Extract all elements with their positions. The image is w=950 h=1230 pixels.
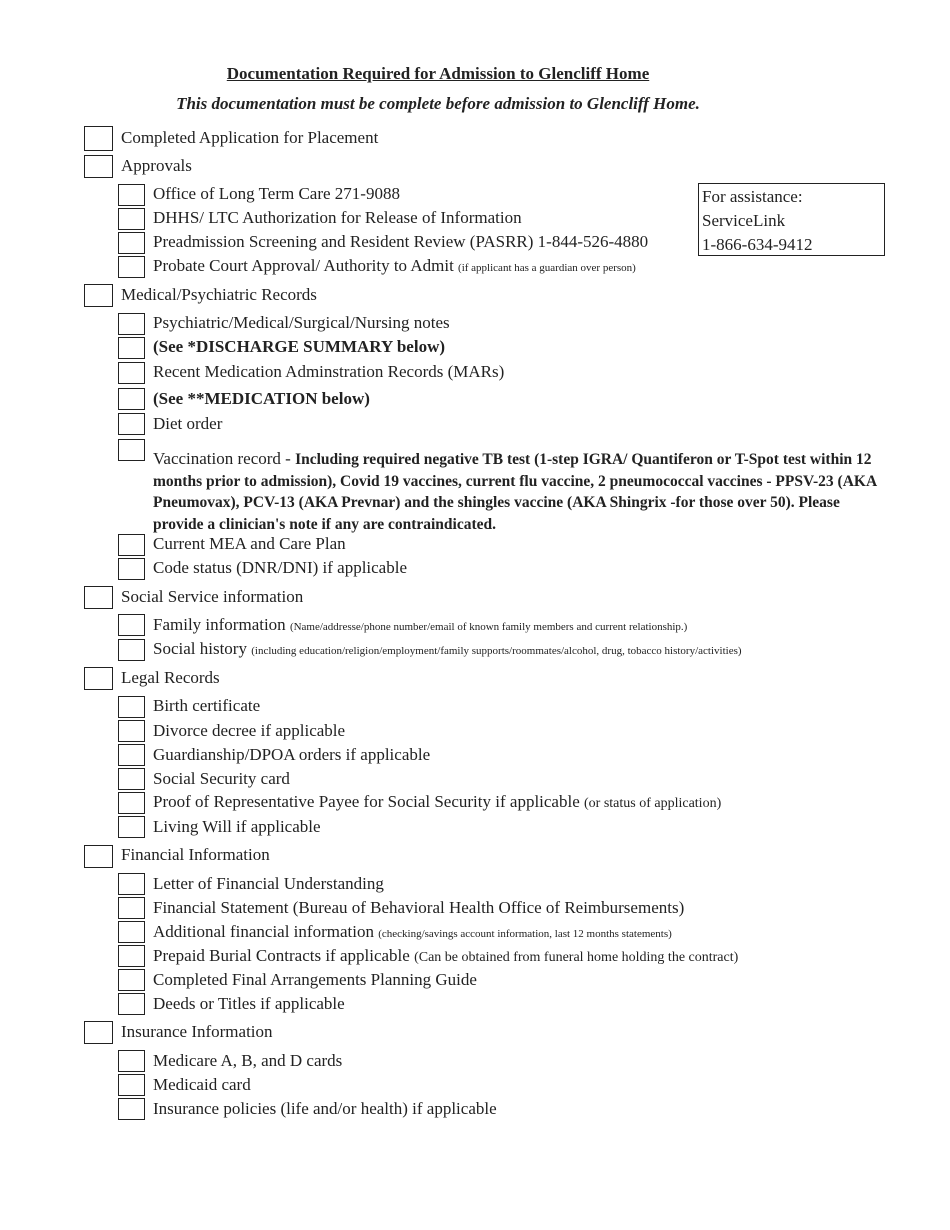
checkbox-medicare[interactable] <box>118 1050 145 1072</box>
item-burial-label: Prepaid Burial Contracts if applicable <box>153 946 415 965</box>
item-discharge <box>153 337 445 357</box>
item-ltc-office: Office of Long Term Care 271-9088 <box>153 184 400 203</box>
item-mea: Current MEA and Care Plan <box>153 534 346 553</box>
item-vaccination-intro: Vaccination record - <box>153 449 296 468</box>
checkbox-ins-policies[interactable] <box>118 1098 145 1120</box>
item-notes: Psychiatric/Medical/Surgical/Nursing notes <box>153 313 450 332</box>
item-rep-payee-label: Proof of Representative Payee for Social Security if applicable <box>153 792 584 811</box>
item-add-fin-label: Additional financial information <box>153 922 379 941</box>
section-medical: Medical/Psychiatric Records <box>121 285 317 304</box>
assistance-heading: For assistance: <box>702 187 803 206</box>
item-social-history-note: (including education/religion/employment/family supports/roommates/alcohol, drug, tobacco history/activities) <box>251 645 742 657</box>
item-pasrr: Preadmission Screening and Resident Review (PASRR) 1-844-526-4880 <box>153 232 649 251</box>
item-add-fin <box>153 922 672 942</box>
item-probate-label: Probate Court Approval/ Authority to Admit <box>153 256 454 275</box>
item-social-history <box>153 639 742 659</box>
checkbox-social-history[interactable] <box>118 639 145 661</box>
item-family <box>153 615 687 635</box>
item-probate <box>153 256 636 276</box>
item-deeds: Deeds or Titles if applicable <box>153 994 345 1013</box>
checkbox-ss-card[interactable] <box>118 768 145 790</box>
checkbox-family[interactable] <box>118 614 145 636</box>
section-financial: Financial Information <box>121 845 270 864</box>
checkbox-dhhs-auth[interactable] <box>118 208 145 230</box>
item-family-note: (Name/addresse/phone number/email of known family members and current relationship.) <box>289 621 688 633</box>
item-social-history-label: Social history <box>153 639 252 658</box>
item-diet: Diet order <box>153 414 223 433</box>
item-final-arr: Completed Final Arrangements Planning Guide <box>153 970 477 989</box>
item-medication-text: (See **MEDICATION below) <box>153 389 370 408</box>
checkbox-living-will[interactable] <box>118 816 145 838</box>
checkbox-final-arr[interactable] <box>118 969 145 991</box>
checkbox-code-status[interactable] <box>118 558 145 580</box>
item-medicare: Medicare A, B, and D cards <box>153 1051 343 1070</box>
item-family-label: Family information <box>153 615 290 634</box>
checkbox-birth[interactable] <box>118 696 145 718</box>
item-rep-payee-note: (or status of application) <box>584 796 722 811</box>
checkbox-application[interactable] <box>84 126 113 151</box>
item-ss-card: Social Security card <box>153 769 290 788</box>
document-subtitle: This documentation must be complete before admission to Glencliff Home. <box>176 94 700 113</box>
item-discharge-text: (See *DISCHARGE SUMMARY below) <box>153 337 446 356</box>
document-title: Documentation Required for Admission to Glencliff Home <box>226 64 650 83</box>
checkbox-letter-fin[interactable] <box>118 873 145 895</box>
section-legal: Legal Records <box>121 668 220 687</box>
checkbox-vaccination[interactable] <box>118 439 145 461</box>
item-letter-fin: Letter of Financial Understanding <box>153 874 384 893</box>
item-dhhs-auth: DHHS/ LTC Authorization for Release of Information <box>153 208 522 227</box>
checkbox-medical[interactable] <box>84 284 113 307</box>
item-divorce: Divorce decree if applicable <box>153 721 346 740</box>
checkbox-social[interactable] <box>84 586 113 609</box>
checkbox-pasrr[interactable] <box>118 232 145 254</box>
item-mars: Recent Medication Adminstration Records (MARs) <box>153 362 505 381</box>
assistance-org: ServiceLink <box>702 211 786 230</box>
checkbox-add-fin[interactable] <box>118 921 145 943</box>
item-guardianship: Guardianship/DPOA orders if applicable <box>153 745 431 764</box>
item-living-will: Living Will if applicable <box>153 817 321 836</box>
checkbox-financial[interactable] <box>84 845 113 868</box>
checkbox-diet[interactable] <box>118 413 145 435</box>
assistance-box <box>698 183 885 256</box>
checkbox-deeds[interactable] <box>118 993 145 1015</box>
item-vaccination-detail: Including required negative TB test (1-step IGRA/ Quantiferon or T-Spot test within 12 months prior to admission), Covid 19 vaccines, current flu vaccine, 2 pneumococcal vaccines - PPSV-23 (AKA Pneumovax), PCV-13 (AKA Prevnar) and the shingles vaccine (AKA Shingrix -for those over 50). Please provide a clinician's note if any are contraindicated. <box>153 451 877 533</box>
checkbox-medicaid[interactable] <box>118 1074 145 1096</box>
checkbox-fin-statement[interactable] <box>118 897 145 919</box>
checkbox-discharge[interactable] <box>118 337 145 359</box>
checkbox-ltc-office[interactable] <box>118 184 145 206</box>
item-burial-note: (Can be obtained from funeral home holding the contract) <box>414 950 739 965</box>
item-medication <box>153 389 370 409</box>
checkbox-approvals[interactable] <box>84 155 113 178</box>
checkbox-divorce[interactable] <box>118 720 145 742</box>
item-probate-note: (if applicant has a guardian over person) <box>458 262 636 274</box>
checkbox-rep-payee[interactable] <box>118 792 145 814</box>
checkbox-mea[interactable] <box>118 534 145 556</box>
section-approvals: Approvals <box>121 156 192 175</box>
item-code-status: Code status (DNR/DNI) if applicable <box>153 558 407 577</box>
checkbox-legal[interactable] <box>84 667 113 690</box>
checkbox-medication[interactable] <box>118 388 145 410</box>
checkbox-notes[interactable] <box>118 313 145 335</box>
item-vaccination <box>153 448 883 535</box>
checkbox-mars[interactable] <box>118 362 145 384</box>
item-add-fin-note: (checking/savings account information, last 12 months statements) <box>378 928 672 940</box>
item-birth: Birth certificate <box>153 696 261 715</box>
item-rep-payee <box>153 792 721 812</box>
item-ins-policies: Insurance policies (life and/or health) if applicable <box>153 1099 497 1118</box>
section-application: Completed Application for Placement <box>121 128 379 147</box>
checkbox-burial[interactable] <box>118 945 145 967</box>
checkbox-guardianship[interactable] <box>118 744 145 766</box>
item-burial <box>153 946 738 966</box>
section-social: Social Service information <box>121 587 304 606</box>
checkbox-insurance[interactable] <box>84 1021 113 1044</box>
section-insurance: Insurance Information <box>121 1022 273 1041</box>
item-medicaid: Medicaid card <box>153 1075 251 1094</box>
checkbox-probate[interactable] <box>118 256 145 278</box>
assistance-phone: 1-866-634-9412 <box>702 235 813 254</box>
item-fin-statement: Financial Statement (Bureau of Behavioral Health Office of Reimbursements) <box>153 898 685 917</box>
